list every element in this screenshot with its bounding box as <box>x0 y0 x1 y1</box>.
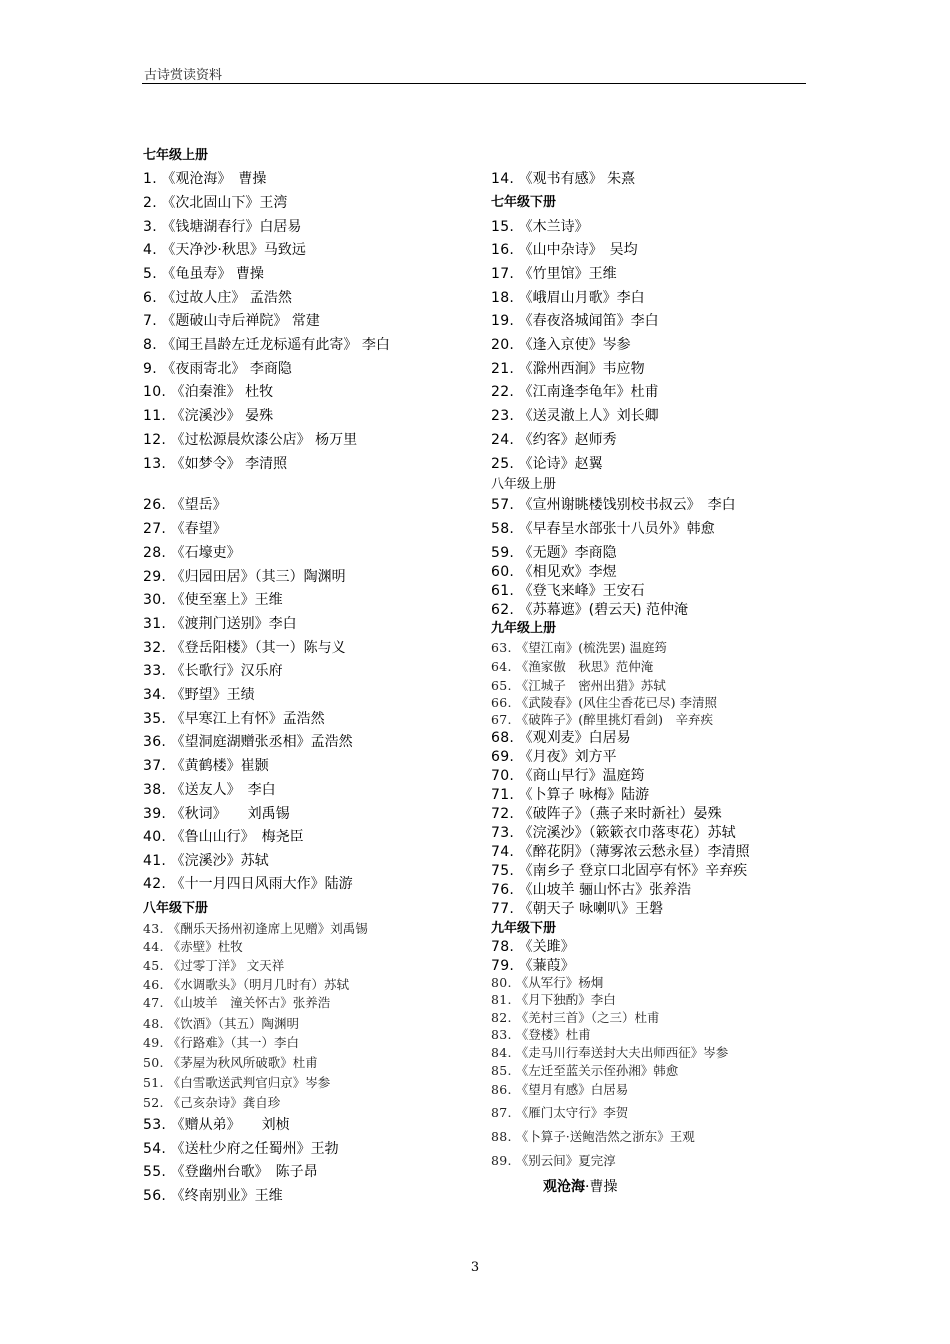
poem-list-item <box>143 544 241 562</box>
poem-title-author: 《石壕吏》 <box>170 545 241 561</box>
poem-title-author: 《逢入京使》岑参 <box>518 337 631 353</box>
poem-title-author: 《卜算子 咏梅》陆游 <box>518 787 650 803</box>
poem-number: 12. <box>143 432 167 448</box>
poem-title-author: 《山坡羊 潼关怀古》张养浩 <box>167 995 331 1010</box>
poem-list-item <box>143 828 304 846</box>
poem-list-item <box>491 289 645 307</box>
poem-title-author: 《水调歌头》（明月几时有）苏轼 <box>167 977 350 992</box>
poem-list-item <box>143 496 227 514</box>
poem-title-author: 《观沧海》 曹操 <box>161 171 267 187</box>
poem-title-author: 《茅屋为秋风所破歌》杜甫 <box>167 1055 318 1070</box>
poem-list-item <box>491 170 635 188</box>
poem-list-item <box>491 455 603 473</box>
poem-title-author: 《望岳》 <box>170 497 227 513</box>
poem-title-author: 《赤壁》杜牧 <box>167 939 243 954</box>
poem-list-item <box>491 1152 616 1170</box>
poem-title-author: 《长歌行》汉乐府 <box>170 663 283 679</box>
poem-number: 46. <box>143 977 164 992</box>
poem-list-item <box>491 767 645 785</box>
poem-title-author: 《夜雨寄北》 李商隐 <box>161 361 292 377</box>
poem-title-author: 《送杜少府之任蜀州》王勃 <box>170 1141 339 1157</box>
poem-title-author: 《蒹葭》 <box>518 958 575 974</box>
poem-number: 24. <box>491 432 515 448</box>
poem-title-author: 《赠从弟》 刘桢 <box>170 1117 290 1133</box>
poem-list-item <box>143 194 287 212</box>
poem-number: 82. <box>491 1010 512 1025</box>
poem-list-item <box>143 957 284 975</box>
poem-list-item <box>491 881 691 899</box>
poem-list-item <box>491 218 589 236</box>
poem-number: 74. <box>491 844 515 860</box>
poem-list-item <box>491 805 722 823</box>
poem-title-author: 《己亥杂诗》龚自珍 <box>167 1095 281 1110</box>
poem-title-author: 《望江南》(梳洗罢) 温庭筠 <box>515 640 667 655</box>
poem-list-item <box>491 729 631 747</box>
poem-number: 50. <box>143 1055 164 1070</box>
poem-title-author: 《朝天子 咏喇叭》王磐 <box>518 901 664 917</box>
poem-list-item <box>491 241 638 259</box>
poem-title-author: 《卜算子·送鲍浩然之浙东》王观 <box>515 1129 695 1144</box>
poem-number: 85. <box>491 1063 512 1078</box>
poem-list-item <box>491 1104 628 1122</box>
poem-list-item <box>143 1187 283 1205</box>
poem-title-author: 《浣溪沙》（簌簌衣巾落枣花）苏轼 <box>518 825 736 841</box>
poem-number: 70. <box>491 768 515 784</box>
poem-number: 83. <box>491 1027 512 1042</box>
poem-title-author: 《使至塞上》王维 <box>170 592 283 608</box>
poem-list-item <box>491 1026 591 1044</box>
poem-number: 4. <box>143 242 157 258</box>
poem-list-item <box>491 658 653 676</box>
poem-title-author: 《春望》 <box>170 521 227 537</box>
poem-number: 11. <box>143 408 167 424</box>
poem-list-item <box>491 748 617 766</box>
poem-title-author: 《苏幕遮》(碧云天) 范仲淹 <box>518 602 688 618</box>
poem-title-author: 《从军行》杨炯 <box>515 975 604 990</box>
poem-title-author: 《登楼》杜甫 <box>515 1027 591 1042</box>
poem-title-author: 《早春呈水部张十八员外》韩愈 <box>518 521 715 537</box>
poem-number: 14. <box>491 171 515 187</box>
poem-number: 6. <box>143 290 157 306</box>
poem-number: 57. <box>491 497 515 513</box>
poem-list-item <box>143 1074 330 1092</box>
poem-number: 30. <box>143 592 167 608</box>
poem-list-item <box>491 601 688 619</box>
poem-number: 84. <box>491 1045 512 1060</box>
poem-list-item <box>491 974 603 992</box>
poem-number: 20. <box>491 337 515 353</box>
poem-number: 8. <box>143 337 157 353</box>
poem-list-item <box>143 312 320 330</box>
poem-title-author: 《望月有感》白居易 <box>515 1082 629 1097</box>
poem-list-item <box>491 336 631 354</box>
poem-list-item <box>143 568 346 586</box>
poem-list-item <box>491 383 659 401</box>
poem-title-author: 《闻王昌龄左迁龙标遥有此寄》 李白 <box>161 337 390 353</box>
poem-number: 19. <box>491 313 515 329</box>
poem-title-author: 《峨眉山月歌》李白 <box>518 290 645 306</box>
poem-number: 47. <box>143 995 164 1010</box>
poem-number: 58. <box>491 521 515 537</box>
poem-list-item <box>143 591 283 609</box>
poem-title-author: 《无题》李商隐 <box>518 545 617 561</box>
poem-list-item <box>491 1081 628 1099</box>
poem-list-item <box>143 1034 299 1052</box>
poem-list-item <box>491 843 750 861</box>
poem-list-item <box>491 711 713 729</box>
poem-list-item <box>143 170 266 188</box>
poem-number: 77. <box>491 901 515 917</box>
poem-title-author: 《次北固山下》王湾 <box>161 195 288 211</box>
poem-title-author: 《送友人》 李白 <box>170 782 276 798</box>
poem-list-item <box>491 265 617 283</box>
poem-title-author: 《天净沙·秋思》马致远 <box>161 242 306 258</box>
poem-list-item <box>143 1163 318 1181</box>
poem-list-item <box>143 686 255 704</box>
poem-number: 72. <box>491 806 515 822</box>
poem-list-item <box>491 1128 695 1146</box>
poem-number: 80. <box>491 975 512 990</box>
poem-list-item <box>143 710 325 728</box>
poem-number: 7. <box>143 313 157 329</box>
poem-number: 38. <box>143 782 167 798</box>
poem-list-item <box>491 1009 660 1027</box>
poem-number: 29. <box>143 569 167 585</box>
poem-title-author: 《过故人庄》 孟浩然 <box>161 290 292 306</box>
poem-list-item <box>143 289 292 307</box>
poem-title-author: 《钱塘湖春行》白居易 <box>161 219 302 235</box>
poem-number: 61. <box>491 583 515 599</box>
poem-list-item <box>143 757 269 775</box>
poem-title-author: 《登飞来峰》王安石 <box>518 583 645 599</box>
poem-list-item <box>491 431 617 449</box>
poem-number: 63. <box>491 640 512 655</box>
poem-title-author: 《鲁山山行》 梅尧臣 <box>170 829 304 845</box>
poem-list-item <box>143 336 390 354</box>
poem-number: 81. <box>491 992 512 1007</box>
poem-title-author: 《望洞庭湖赠张丞相》孟浩然 <box>170 734 353 750</box>
poem-title-author: 《早寒江上有怀》孟浩然 <box>170 711 325 727</box>
poem-title-author: 《武陵春》(风住尘香花已尽) 李清照 <box>515 695 717 710</box>
poem-list-item <box>491 407 659 425</box>
poem-title-author: 《十一月四日风雨大作》陆游 <box>170 876 353 892</box>
poem-number: 35. <box>143 711 167 727</box>
poem-number: 13. <box>143 456 167 472</box>
poem-number: 44. <box>143 939 164 954</box>
poem-title-author: 《野望》王绩 <box>170 687 255 703</box>
poem-number: 79. <box>491 958 515 974</box>
poem-number: 56. <box>143 1188 167 1204</box>
poem-number: 16. <box>491 242 515 258</box>
poem-list-item <box>143 662 283 680</box>
poem-number: 48. <box>143 1016 164 1031</box>
poem-list-item <box>143 976 349 994</box>
poem-number: 52. <box>143 1095 164 1110</box>
poem-number: 59. <box>491 545 515 561</box>
poem-number: 41. <box>143 853 167 869</box>
poem-title-author: 《浣溪沙》苏轼 <box>170 853 269 869</box>
poem-title-author: 《春夜洛城闻笛》李白 <box>518 313 659 329</box>
poem-number: 45. <box>143 958 164 973</box>
poem-list-item <box>143 1015 299 1033</box>
poem-list-item <box>143 431 357 449</box>
poem-number: 25. <box>491 456 515 472</box>
poem-number: 60. <box>491 564 515 580</box>
section-heading: 九年级下册 <box>491 921 557 936</box>
section-heading: 七年级下册 <box>491 195 557 210</box>
closing-poem-heading <box>543 1176 617 1196</box>
poem-number: 9. <box>143 361 157 377</box>
section-heading: 八年级上册 <box>491 477 557 492</box>
poem-number: 5. <box>143 266 157 282</box>
poem-title-author: 《酬乐天扬州初逢席上见赠》刘禹锡 <box>167 921 368 936</box>
header-rule <box>142 83 806 84</box>
poem-number: 78. <box>491 939 515 955</box>
poem-number: 49. <box>143 1035 164 1050</box>
poem-number: 73. <box>491 825 515 841</box>
poem-number: 10. <box>143 384 167 400</box>
poem-title-author: 《登幽州台歌》 陈子昂 <box>170 1164 318 1180</box>
poem-number: 26. <box>143 497 167 513</box>
poem-title-author: 《浣溪沙》 晏殊 <box>170 408 274 424</box>
poem-list-item <box>143 733 353 751</box>
poem-title-author: 《龟虽寿》 曹操 <box>161 266 264 282</box>
poem-number: 1. <box>143 171 157 187</box>
poem-number: 69. <box>491 749 515 765</box>
poem-title-author: 《行路难》（其一）李白 <box>167 1035 300 1050</box>
poem-title-author: 《羌村三首》（之三）杜甫 <box>515 1010 660 1025</box>
poem-number: 54. <box>143 1141 167 1157</box>
closing-poem-title: 观沧海 <box>543 1179 585 1195</box>
poem-number: 32. <box>143 640 167 656</box>
poem-title-author: 《宣州谢眺楼饯别校书叔云》 李白 <box>518 497 736 513</box>
page-number: 3 <box>470 1260 480 1275</box>
poem-list-item <box>143 615 297 633</box>
poem-number: 21. <box>491 361 515 377</box>
poem-list-item <box>143 1116 290 1134</box>
poem-number: 23. <box>491 408 515 424</box>
poem-list-item <box>491 496 736 514</box>
poem-title-author: 《观刈麦》白居易 <box>518 730 631 746</box>
poem-number: 65. <box>491 678 512 693</box>
poem-list-item <box>491 677 666 695</box>
poem-title-author: 《秋词》 刘禹锡 <box>170 806 290 822</box>
poem-number: 64. <box>491 659 512 674</box>
poem-list-item <box>143 520 227 538</box>
poem-number: 39. <box>143 806 167 822</box>
poem-number: 66. <box>491 695 512 710</box>
poem-number: 17. <box>491 266 515 282</box>
section-heading: 九年级上册 <box>491 621 557 636</box>
poem-list-item <box>491 1062 678 1080</box>
poem-number: 76. <box>491 882 515 898</box>
poem-title-author: 《竹里馆》王维 <box>518 266 617 282</box>
poem-list-item <box>143 852 269 870</box>
poem-list-item <box>143 994 330 1012</box>
poem-title-author: 《约客》赵师秀 <box>518 432 617 448</box>
poem-title-author: 《南乡子 登京口北固亭有怀》辛弃疾 <box>518 863 748 879</box>
poem-title-author: 《白雪歌送武判官归京》岑参 <box>167 1075 331 1090</box>
poem-list-item <box>143 383 273 401</box>
poem-title-author: 《醉花阴》（薄雾浓云愁永昼）李清照 <box>518 844 750 860</box>
poem-title-author: 《月夜》刘方平 <box>518 749 617 765</box>
poem-list-item <box>491 312 659 330</box>
poem-title-author: 《雁门太守行》李贺 <box>515 1105 629 1120</box>
poem-title-author: 《如梦令》 李清照 <box>170 456 288 472</box>
poem-number: 68. <box>491 730 515 746</box>
poem-title-author: 《观书有感》 朱熹 <box>518 171 636 187</box>
poem-number: 75. <box>491 863 515 879</box>
poem-list-item <box>491 582 645 600</box>
poem-number: 51. <box>143 1075 164 1090</box>
poem-list-item <box>143 218 301 236</box>
poem-number: 43. <box>143 921 164 936</box>
poem-number: 87. <box>491 1105 512 1120</box>
poem-list-item <box>143 241 306 259</box>
poem-title-author: 《关雎》 <box>518 939 575 955</box>
poem-list-item <box>491 639 667 657</box>
poem-title-author: 《过松源晨炊漆公店》 杨万里 <box>170 432 358 448</box>
poem-list-item <box>491 544 617 562</box>
poem-list-item <box>491 938 575 956</box>
poem-title-author: 《论诗》赵翼 <box>518 456 603 472</box>
poem-title-author: 《商山早行》温庭筠 <box>518 768 645 784</box>
section-heading: 七年级上册 <box>143 148 209 163</box>
poem-list-item <box>143 1054 318 1072</box>
poem-number: 36. <box>143 734 167 750</box>
poem-list-item <box>143 407 273 425</box>
poem-title-author: 《相见欢》李煜 <box>518 564 617 580</box>
poem-list-item <box>143 639 346 657</box>
poem-list-item <box>143 920 368 938</box>
poem-number: 3. <box>143 219 157 235</box>
poem-number: 42. <box>143 876 167 892</box>
poem-list-item <box>491 862 747 880</box>
poem-list-item <box>143 265 264 283</box>
poem-title-author: 《破阵子》(醉里挑灯看剑) 辛弃疾 <box>515 712 714 727</box>
poem-title-author: 《左迁至蓝关示侄孙湘》韩愈 <box>515 1063 679 1078</box>
poem-list-item <box>143 938 243 956</box>
poem-list-item <box>143 781 276 799</box>
poem-number: 71. <box>491 787 515 803</box>
poem-title-author: 《山中杂诗》 吴均 <box>518 242 638 258</box>
poem-list-item <box>491 1044 728 1062</box>
page-header-title: 古诗赏读资料 <box>144 68 223 83</box>
poem-number: 31. <box>143 616 167 632</box>
poem-title-author: 《饮酒》（其五）陶渊明 <box>167 1016 300 1031</box>
poem-title-author: 《滁州西涧》韦应物 <box>518 361 645 377</box>
poem-list-item <box>143 360 292 378</box>
poem-number: 33. <box>143 663 167 679</box>
poem-list-item <box>491 900 663 918</box>
poem-number: 53. <box>143 1117 167 1133</box>
poem-number: 37. <box>143 758 167 774</box>
poem-title-author: 《泊秦淮》 杜牧 <box>170 384 274 400</box>
poem-list-item <box>491 957 575 975</box>
poem-number: 55. <box>143 1164 167 1180</box>
poem-list-item <box>491 991 616 1009</box>
poem-title-author: 《江南逢李龟年》杜甫 <box>518 384 659 400</box>
poem-title-author: 《黄鹤楼》崔颢 <box>170 758 269 774</box>
poem-title-author: 《渔家傲 秋思》范仲淹 <box>515 659 654 674</box>
poem-list-item <box>491 360 645 378</box>
poem-number: 2. <box>143 195 157 211</box>
poem-title-author: 《登岳阳楼》（其一）陈与义 <box>170 640 346 656</box>
poem-title-author: 《江城子 密州出猎》苏轼 <box>515 678 666 693</box>
poem-list-item <box>491 824 736 842</box>
poem-list-item <box>143 1094 280 1112</box>
poem-title-author: 《木兰诗》 <box>518 219 589 235</box>
poem-number: 15. <box>491 219 515 235</box>
poem-title-author: 《别云间》夏完淳 <box>515 1153 616 1168</box>
poem-number: 89. <box>491 1153 512 1168</box>
poem-number: 88. <box>491 1129 512 1144</box>
poem-list-item <box>143 1140 339 1158</box>
poem-title-author: 《题破山寺后禅院》 常建 <box>161 313 320 329</box>
poem-list-item <box>143 875 353 893</box>
poem-title-author: 《月下独酌》李白 <box>515 992 616 1007</box>
poem-list-item <box>491 520 715 538</box>
poem-number: 67. <box>491 712 512 727</box>
poem-title-author: 《归园田居》（其三）陶渊明 <box>170 569 346 585</box>
poem-title-author: 《送灵澈上人》刘长卿 <box>518 408 659 424</box>
poem-list-item <box>143 455 287 473</box>
poem-number: 27. <box>143 521 167 537</box>
poem-list-item <box>491 694 717 712</box>
poem-list-item <box>491 786 649 804</box>
poem-title-author: 《渡荆门送别》李白 <box>170 616 297 632</box>
poem-number: 28. <box>143 545 167 561</box>
poem-number: 62. <box>491 602 515 618</box>
poem-number: 22. <box>491 384 515 400</box>
poem-title-author: 《破阵子》（燕子来时新社）晏殊 <box>518 806 722 822</box>
poem-title-author: 《终南别业》王维 <box>170 1188 283 1204</box>
poem-list-item <box>143 805 290 823</box>
poem-title-author: 《山坡羊 骊山怀古》张养浩 <box>518 882 692 898</box>
poem-number: 18. <box>491 290 515 306</box>
closing-poem-author: 曹操 <box>589 1179 618 1195</box>
poem-list-item <box>491 563 617 581</box>
poem-title-author: 《走马川行奉送封大夫出师西征》岑参 <box>515 1045 729 1060</box>
poem-number: 86. <box>491 1082 512 1097</box>
section-heading: 八年级下册 <box>143 901 209 916</box>
closing-separator: · <box>585 1179 590 1195</box>
poem-number: 40. <box>143 829 167 845</box>
poem-title-author: 《过零丁洋》 文天祥 <box>167 958 285 973</box>
poem-number: 34. <box>143 687 167 703</box>
